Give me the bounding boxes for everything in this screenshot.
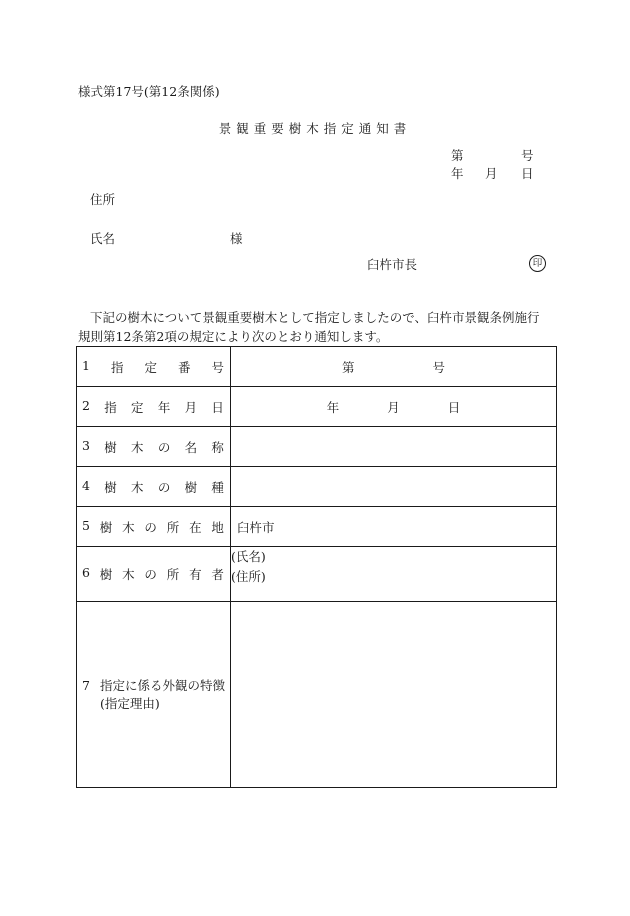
label-char: 木 (122, 519, 135, 535)
value-date-year: 年 (326, 399, 340, 415)
date-day-label: 日 (521, 166, 534, 181)
designation-table (76, 346, 557, 788)
date-year-label: 年 (451, 166, 464, 181)
row7-number: 7 (82, 677, 90, 693)
issuer-title: 臼杵市長 (367, 257, 418, 272)
value-tree-species (231, 467, 557, 507)
table-row-tree-name (77, 427, 557, 467)
label-char: 指 (104, 399, 117, 415)
label-char: 木 (131, 479, 144, 495)
label-designation-date (77, 387, 231, 427)
label-tree-owner (77, 547, 231, 602)
label-char: 定 (144, 359, 157, 375)
row-number: 5 (82, 517, 90, 533)
row-number: 1 (82, 357, 90, 373)
recipient-honorific: 様 (230, 231, 243, 246)
label-char: 樹 (99, 519, 113, 535)
row-number: 3 (82, 437, 90, 453)
value-date-day: 日 (447, 399, 461, 415)
value-appearance-features (231, 602, 557, 788)
table-row-designation-date (77, 387, 557, 427)
owner-address-label: (住所) (231, 569, 266, 584)
notice-body-text: 下記の樹木について景観重要樹木として指定しましたので、臼杵市景観条例施行規則第12条第2項の規定により次のとおり通知します。 (78, 310, 540, 344)
label-char: 称 (211, 439, 224, 455)
label-char: の (144, 519, 157, 535)
notice-number-prefix: 第 (451, 148, 464, 163)
label-char: 種 (211, 479, 224, 495)
table-row-designation-number (77, 347, 557, 387)
notice-number-suffix: 号 (521, 148, 534, 163)
label-char: 指 (110, 359, 124, 375)
label-char: 者 (211, 567, 224, 582)
value-date-month: 月 (387, 399, 400, 415)
table-row-appearance-features (77, 602, 557, 788)
label-char: 有 (189, 567, 202, 582)
label-char: 在 (189, 519, 202, 535)
label-char: 名 (184, 439, 198, 455)
label-appearance-features (77, 602, 231, 788)
date-month-label: 月 (485, 166, 498, 181)
label-tree-species (77, 467, 231, 507)
row-number: 6 (82, 565, 90, 580)
document-title: 景観重要樹木指定通知書 (218, 121, 412, 136)
owner-name-label: (氏名) (231, 549, 266, 564)
value-number-prefix: 第 (341, 359, 355, 375)
value-tree-name (231, 427, 557, 467)
label-tree-name (77, 427, 231, 467)
value-number-suffix: 号 (432, 359, 446, 375)
label-char: の (157, 439, 171, 455)
table-row-tree-owner (77, 547, 557, 602)
row-number: 2 (82, 397, 90, 413)
form-number: 様式第17号(第12条関係) (78, 84, 220, 99)
label-char: 樹 (104, 479, 117, 495)
label-char: 月 (184, 399, 198, 415)
label-char: 樹 (104, 439, 117, 455)
value-designation-date (231, 387, 557, 427)
label-char: 所 (166, 567, 180, 582)
label-char: 木 (131, 439, 144, 455)
label-char: 所 (166, 519, 180, 535)
row7-title: 指定に係る外観の特徴 (100, 677, 226, 693)
row7-subtitle: (指定理由) (100, 695, 160, 711)
label-char: 年 (157, 399, 171, 415)
table-row-tree-location (77, 507, 557, 547)
value-tree-location: 臼杵市 (231, 507, 557, 547)
row-number: 4 (82, 477, 90, 493)
label-char: 日 (211, 399, 224, 415)
label-char: 地 (211, 519, 224, 535)
label-char: の (144, 567, 157, 582)
table-row-tree-species (77, 467, 557, 507)
label-char: 定 (131, 399, 144, 415)
value-tree-owner (231, 547, 557, 602)
label-char: の (157, 479, 171, 495)
label-tree-location (77, 507, 231, 547)
recipient-name-label: 氏名 (90, 231, 116, 246)
recipient-address-label: 住所 (90, 192, 116, 207)
label-char: 木 (122, 567, 135, 582)
label-char: 樹 (184, 479, 198, 495)
label-char: 樹 (99, 567, 113, 582)
value-designation-number (231, 347, 557, 387)
label-char: 号 (211, 359, 224, 375)
label-designation-number (77, 347, 231, 387)
label-char: 番 (177, 359, 191, 375)
seal-mark: 印 (529, 255, 546, 272)
